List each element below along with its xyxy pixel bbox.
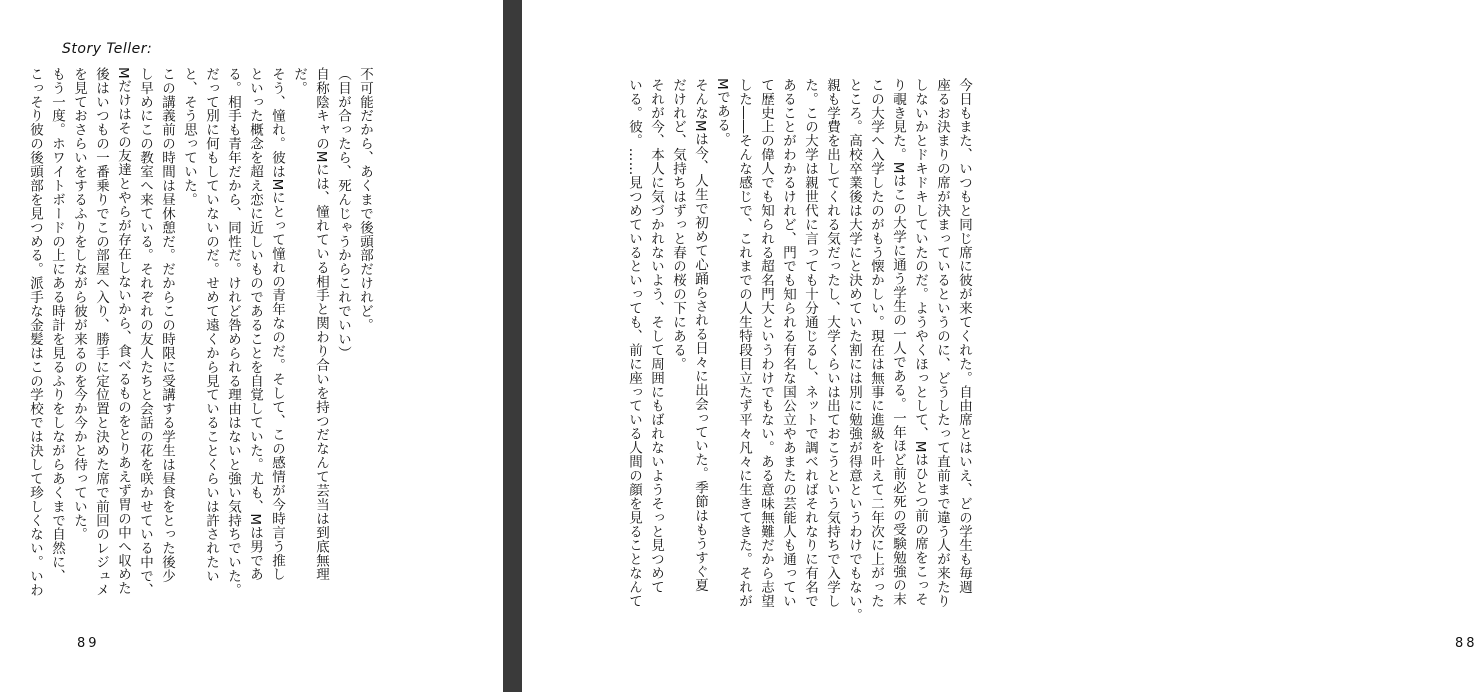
- running-header: Story Teller:: [62, 41, 153, 57]
- right-page: [522, 0, 1478, 692]
- left-page: [0, 0, 503, 692]
- book-gutter: [503, 0, 522, 692]
- left-page-body-text: 不可能だから、あくまで後頭部だけれど。 （目が合ったら、死んじゃうからこれでいい） 自称陰キャのMには、憧れている相手と関わり合いを持つだなんて芸当は到底無理 だ。 そう、憧れ。彼はMにとって憧れの青年なのだ。そして、この感情が今時言う推し といった概念を超え恋に近しいものであることを自覚していた。尤も、Mは男であ る。相手も青年だから、同性だ。けれど咎められる理由はないと強い気持ちでいた。 だって別に何もしていないのだ。せめて遠くから見ていることくらいは許されたい と、そう思っていた。 この講義前の時間は昼休憩だ。だからこの時限に受講する学生は昼食をとった後少 し早めにこの教室へ来ている。それぞれの友人たちと会話の花を咲かせている中で、 Mだけはその友達とやらが存在しないから、食べるものをとりあえず胃の中へ収めた 後はいつもの一番乗りでこの部屋へ入り、勝手に定位置と決めた席で前回のレジュメ を見ておさらいをするふりをしながら彼が来るのを今か今かと待っていた。 もう一度。ホワイトボードの上にある時計を見るふりをしながらあくまで自然に、 こっそり彼の後頭部を見つめる。派手な金髪はこの学校では決して珍しくない。いわ: [27, 67, 373, 598]
- right-page-body-text: 今日もまた、いつもと同じ席に彼が来てくれた。自由席とはいえ、どの学生も毎週 座るお決まりの席が決まっているというのに、どうしたって直前まで違う人が来たり しないかとドキドキしていたのだ。ようやくほっとして、Mはひとつ前の席をこっそ り覗き見た。Mはこの大学に通う学生の一人である。一年ほど前必死の受験勉強の末 この大学へ入学したのがもう懐かしい。現在は無事に進級を叶えて二年次に上がった ところ。高校卒業後は大学にと決めていた割には別に勉強が得意というわけでもない。 親も学費を出してくれる気だったし、大学くらいは出ておこうという気持ちで入学し た。この大学は親世代に言っても十分通じるし、ネットで調べればそれなりに有名で あることがわかるけれど、門でも知られる有名な国公立やあまたの芸能人も通ってい て歴史上の偉人でも知られる超名門大というわけでもない。ある意味無難だから志望 した――そんな感じで、これまでの人生特段目立たず平々凡々に生きてきた。それが Mである。 そんなMは今、人生で初めて心踊らされる日々に出会っていた。季節はもうすぐ夏 だけれど、気持ちはずっと春の桜の下にある。 それが今、本人に気づかれないよう、そして周囲にもばれないようそっと見つめて いる。彼。……見つめているといっても、前に座っている人間の顔を見ることなんて: [626, 78, 972, 623]
- left-page-number: 89: [77, 636, 100, 651]
- right-page-number: 88: [1455, 636, 1478, 651]
